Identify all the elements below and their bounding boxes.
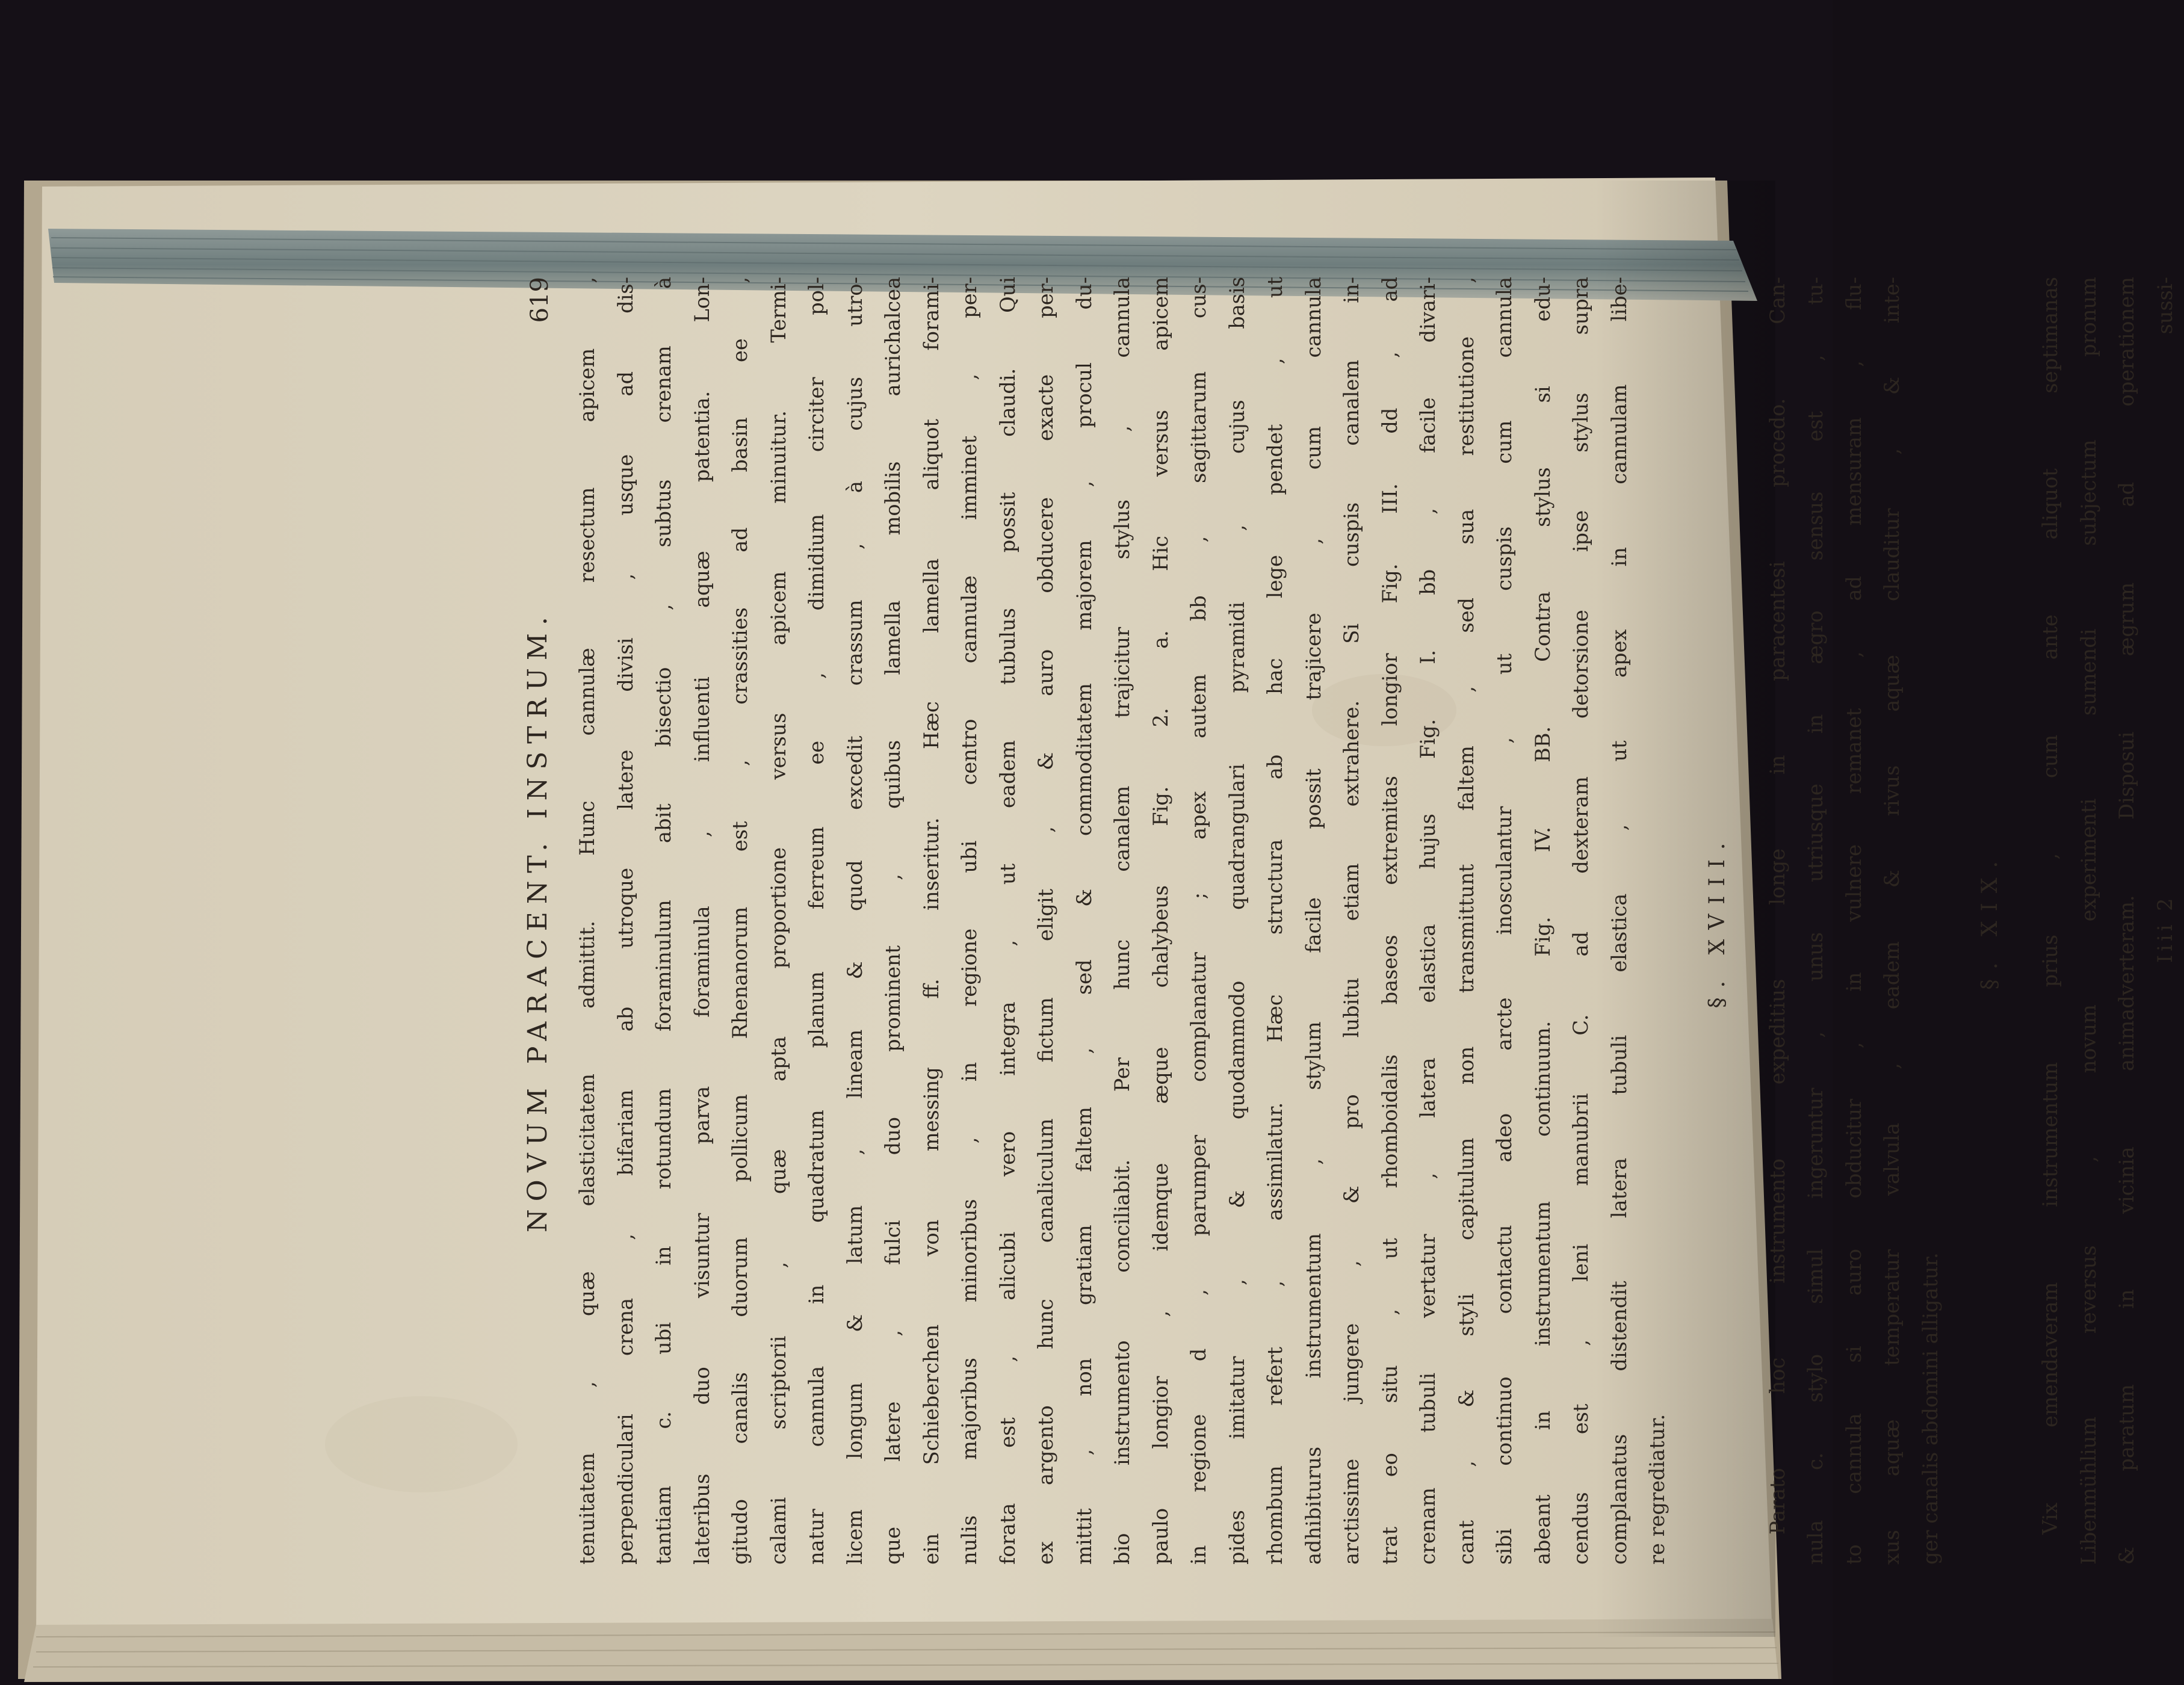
text-line: calami scriptorii , quæ apta proportione versus apicem minuitur. Termi- bbox=[766, 277, 790, 1565]
text-line: crenam tubuli vertatur , latera elastica hujus Fig. I. bb , facile divari- bbox=[1416, 277, 1440, 1565]
text-line: in regione d , parumper complanatur ; apex autem bb , sagittarum cus- bbox=[1187, 277, 1210, 1565]
text-line: trat eo situ , ut rhomboidalis baseos extremitas longior Fig. III. dd , ad bbox=[1378, 277, 1402, 1565]
text-line: perpendiculari crena , bifariam ab utroque latere divisi , usque ad dis- bbox=[613, 277, 637, 1565]
text-line: abeant in instrumentum continuum. Fig. IV. BB. Contra stylus si edu- bbox=[1530, 277, 1554, 1565]
catchword: sussi- bbox=[2153, 277, 2177, 335]
page-footer bbox=[2146, 277, 2184, 1565]
text-line: to cannula si auro obducitur , in vulnere remanet , ad mensuram , flu- bbox=[1842, 277, 1866, 1565]
text-line: gitudo canalis duorum pollicum Rhenanorum est , crassities ad basin ee , bbox=[728, 277, 752, 1565]
page-number: 619 bbox=[526, 277, 554, 323]
text-line: & paratum in vicinia animadverteram. Disposui ægrum ad operationem bbox=[2115, 277, 2138, 1565]
text-line: Parato hoc instrumento expeditius longe in paracentesi procedo. Can- bbox=[1765, 277, 1789, 1535]
running-head bbox=[506, 277, 568, 1565]
text-line: ein Schieberchen von messing ff. inseritur. Hæc lamella aliquot forami- bbox=[919, 277, 943, 1565]
text-line: forata est , alicubi vero integra , ut eadem tubulus possit claudi. Qui bbox=[995, 277, 1019, 1565]
text-line: Libenmühlium reversus , novum experimenti sumendi subjectum pronum bbox=[2076, 277, 2100, 1565]
printed-page bbox=[506, 277, 2177, 1565]
text-line: natur cannula in quadratum planum ferreum ee , dimidium circiter pol- bbox=[805, 277, 828, 1565]
running-title: NOVUM PARACENT. INSTRUM. bbox=[522, 609, 553, 1232]
section-19-text bbox=[2031, 277, 2146, 1565]
text-line: arctissime jungere , & pro lubitu etiam extrahere. Si cuspis canalem in- bbox=[1340, 277, 1363, 1565]
section-18-text bbox=[1759, 277, 1950, 1565]
section-heading-18: §. XVIII. bbox=[1704, 833, 1730, 1009]
text-line: nula c. stylo simul ingeruntur , unus utriusque in ægro sensus est , tu- bbox=[1804, 277, 1827, 1565]
text-line: licem longum & latum , lineam & quod excedit crassum , à cujus utro- bbox=[843, 277, 867, 1565]
text-line: mittit , non gratiam faltem , sed & commoditatem majorem , procul du- bbox=[1072, 277, 1096, 1565]
text-line: pides imitatur , & quodammodo quadrangulari pyramidi , cujus basis bbox=[1225, 277, 1249, 1565]
text-line: rhombum refert , assimilatur. Hæc structura ab hac lege pendet , ut bbox=[1263, 277, 1287, 1565]
text-line: paulo longior , idemque æque chalybeus Fig. 2. a. Hic versus apicem bbox=[1148, 277, 1172, 1565]
text-line: ger canalis abdomini alligatur. bbox=[1918, 1252, 1942, 1565]
text-line: cant , & styli capitulum non transmittunt faltem , sed sua restitutione , bbox=[1454, 277, 1478, 1565]
paragraph-1 bbox=[568, 277, 1677, 1565]
text-line: nulis majoribus minoribus , in regione ubi centro cannulæ imminet , per- bbox=[957, 277, 981, 1565]
text-line: tantiam c. ubi in rotundum foraminulum abit bisectio , subtus crenam à bbox=[652, 277, 675, 1565]
text-line: ex argento hunc canaliculum fictum eligit , & auro obducere exacte per- bbox=[1034, 277, 1057, 1565]
text-line: tenuitatem , quæ elasticitatem admittit. Hunc cannulæ resectum apicem , bbox=[575, 277, 599, 1565]
signature-mark: Iiii 2 bbox=[2153, 894, 2177, 963]
section-heading-19: §. XIX. bbox=[1978, 852, 2002, 990]
text-line: Vix emendaveram instrumentum prius , cum ante aliquot septimanas bbox=[2038, 277, 2062, 1535]
text-line: adhibiturus instrumentum , stylum facile possit trajicere , cum cannula bbox=[1301, 277, 1325, 1565]
text-line: re regrediatur. bbox=[1645, 1414, 1669, 1565]
text-line: sibi continuo contactu adeo arcte inosculantur , ut cuspis cum cannula bbox=[1493, 277, 1516, 1565]
text-line: que latere , fulci duo prominent , quibus lamella mobilis aurichalcea bbox=[881, 277, 905, 1565]
text-line: cendus est , leni manubrii C. ad dexteram detorsione ipse stylus supra bbox=[1569, 277, 1592, 1565]
text-line: xus aquæ temperatur valvula , eadem & rivus aquæ clauditur , & inte- bbox=[1880, 277, 1904, 1565]
text-line: complanatus distendit latera tubuli elastica , ut apex in cannulam libe- bbox=[1607, 277, 1631, 1565]
text-line: lateribus duo visuntur parva foraminula , influenti aquæ patentia. Lon- bbox=[690, 277, 714, 1565]
text-line: bio instrumento conciliabit. Per hunc canalem trajicitur stylus , cannula bbox=[1110, 277, 1134, 1565]
